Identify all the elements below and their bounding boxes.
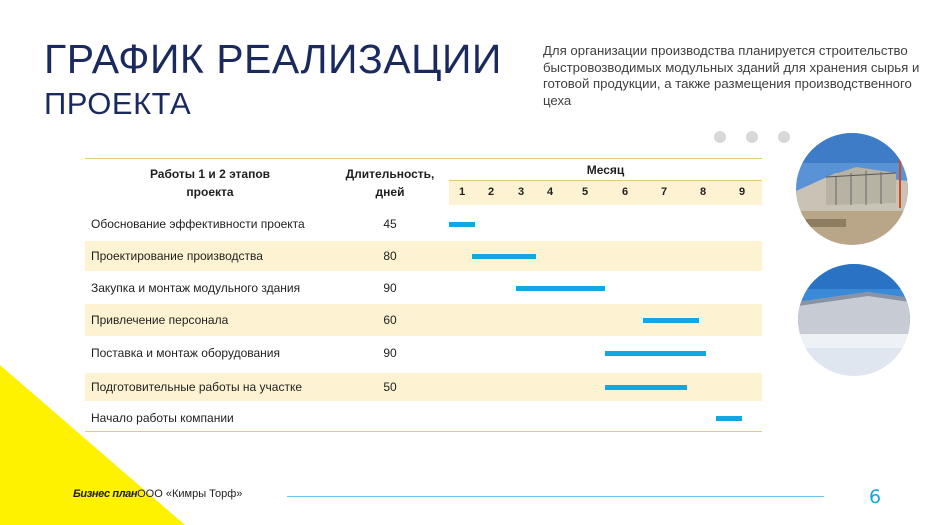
month-label: 5: [581, 186, 589, 198]
header-duration-line2: дней: [375, 185, 405, 199]
gantt-bar: [643, 318, 699, 323]
gantt-table: [85, 158, 762, 432]
gantt-bar: [605, 385, 687, 390]
month-label: 7: [660, 186, 668, 198]
slide-title: ГРАФИК РЕАЛИЗАЦИИ: [44, 36, 502, 82]
task-name: Обоснование эффективности проекта: [91, 217, 305, 231]
task-name: Начало работы компании: [91, 411, 234, 425]
task-duration: 50: [383, 380, 397, 394]
table-top-border: [85, 158, 762, 159]
gantt-bar: [472, 254, 537, 259]
gantt-bar: [449, 222, 475, 227]
carousel-dot[interactable]: [746, 131, 758, 143]
header-task: [125, 165, 295, 201]
carousel-dot[interactable]: [714, 131, 726, 143]
header-duration-line1: Длительность,: [345, 167, 435, 181]
month-divider: [449, 180, 762, 181]
carousel-dot[interactable]: [778, 131, 790, 143]
task-duration: 80: [383, 249, 397, 263]
header-task-line1: Работы 1 и 2 этапов: [149, 167, 271, 181]
task-name: Закупка и монтаж модульного здания: [91, 280, 301, 295]
table-bottom-border: [85, 431, 762, 432]
warehouse-photo: [798, 264, 910, 376]
task-name: Проектирование производства: [91, 249, 263, 263]
page-number: 6: [869, 486, 882, 508]
carousel-dots[interactable]: [714, 131, 790, 143]
month-label: 8: [699, 186, 707, 198]
slide-description: Для организации производства планируется строительство быстровозводимых модульных зданий для хранения сырья и готовой продукции, а также размещения производственного цеха: [543, 43, 920, 108]
footer-bold: Бизнес план: [73, 488, 138, 500]
task-duration: 90: [383, 346, 397, 360]
month-label: 4: [546, 186, 554, 198]
task-name: Подготовительные работы на участке: [91, 380, 303, 394]
header-month: Месяц: [586, 163, 625, 177]
month-label: 2: [487, 186, 495, 198]
footer-caption: [73, 488, 242, 500]
task-name: Поставка и монтаж оборудования: [91, 346, 280, 360]
task-name: Привлечение персонала: [91, 313, 229, 327]
month-label: 6: [621, 186, 629, 198]
slide-subtitle: ПРОЕКТА: [44, 86, 192, 121]
header-task-line2: проекта: [186, 185, 234, 199]
footer-company: ООО «Кимры Торф»: [137, 488, 243, 500]
header-duration: [340, 165, 440, 201]
construction-photo: [796, 133, 908, 245]
gantt-bar: [716, 416, 742, 421]
month-label: 1: [458, 186, 466, 198]
footer-divider: [287, 496, 824, 497]
gantt-bar: [605, 351, 706, 356]
gantt-bar: [516, 286, 605, 291]
task-duration: 60: [383, 313, 397, 327]
month-label: 9: [738, 186, 746, 198]
month-label: 3: [517, 186, 525, 198]
task-duration: 90: [383, 280, 397, 295]
task-duration: 45: [383, 217, 397, 231]
